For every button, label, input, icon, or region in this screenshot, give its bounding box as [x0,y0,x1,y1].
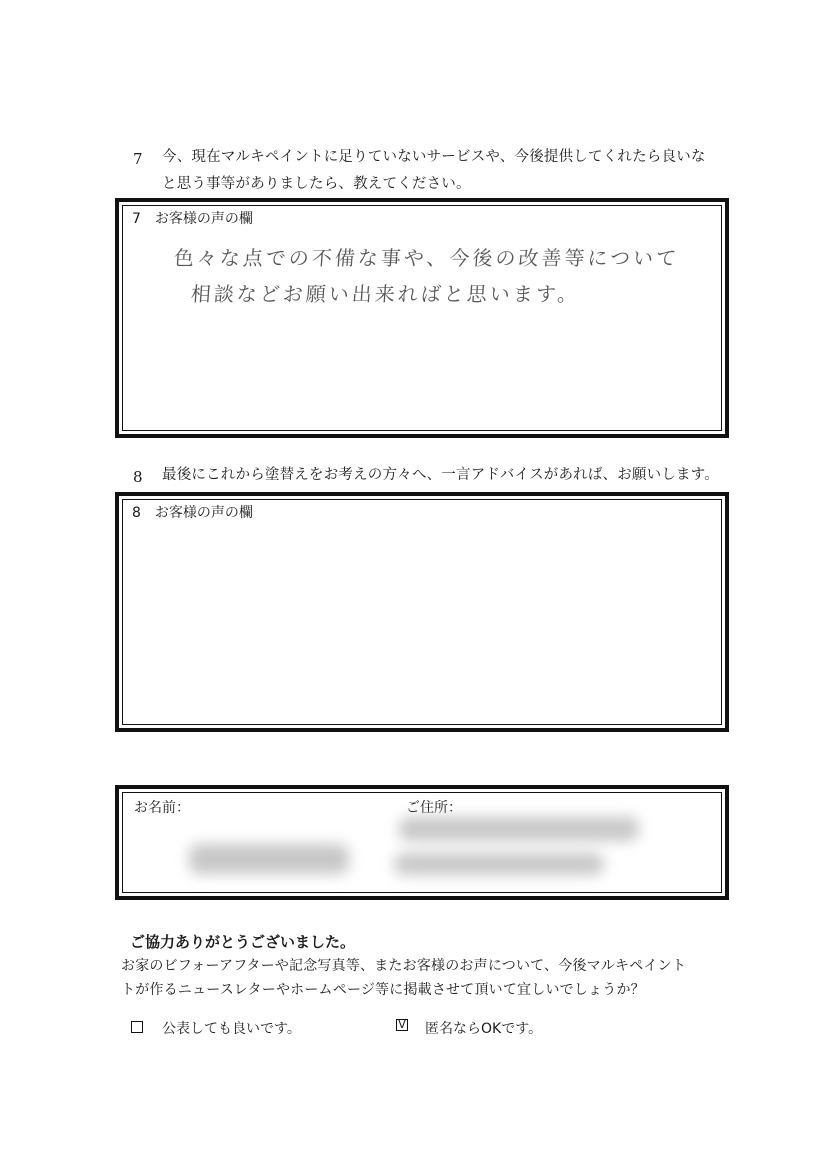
anonymous-checkbox[interactable] [396,1019,408,1031]
question-7-line-1: 今、現在マルキペイントに足りていないサービスや、今後提供してくれたら良いな [162,149,706,165]
redacted-address-line-1 [399,817,639,841]
question-7-answer-line-1: 色々な点での不備な事や、今後の改善等について [173,246,680,270]
name-label: お名前： [134,800,190,816]
thanks-line-1: お家のビフォーアフターや記念写真等、またお客様のお声について、今後マルキペイント [121,958,687,974]
question-8-number: 8 [133,468,143,486]
anonymous-option-label: 匿名ならOKです。 [425,1021,543,1037]
question-8-text: 最後にこれから塗替えをお考えの方々へ、一言アドバイスがあれば、お願いします。 [162,467,720,483]
public-checkbox[interactable] [131,1021,143,1033]
redacted-address-line-2 [394,853,604,875]
question-8-box-label: 8 お客様の声の欄 [132,505,253,521]
question-7-number: 7 [133,150,143,168]
question-7-answer-box [115,198,729,438]
question-7-text [162,144,742,198]
question-7-answer-line-2: 相談などお願い出来ればと思います。 [190,282,582,306]
check-mark-icon: V [398,1018,406,1031]
thanks-body [121,954,741,1002]
redacted-name [189,844,349,874]
address-label: ご住所： [406,800,462,816]
thanks-title: ご協力ありがとうございました。 [130,933,356,951]
question-7-box-label: 7 お客様の声の欄 [132,211,253,227]
thanks-line-2: トが作るニュースレターやホームページ等に掲載させて頂いて宜しいでしょうか？ [121,982,645,998]
contact-info-box [115,785,729,900]
public-option-label: 公表しても良いです。 [162,1021,301,1037]
question-7-line-2: と思う事等がありましたら、教えてください。 [162,176,471,192]
question-8-answer-box [115,492,729,732]
